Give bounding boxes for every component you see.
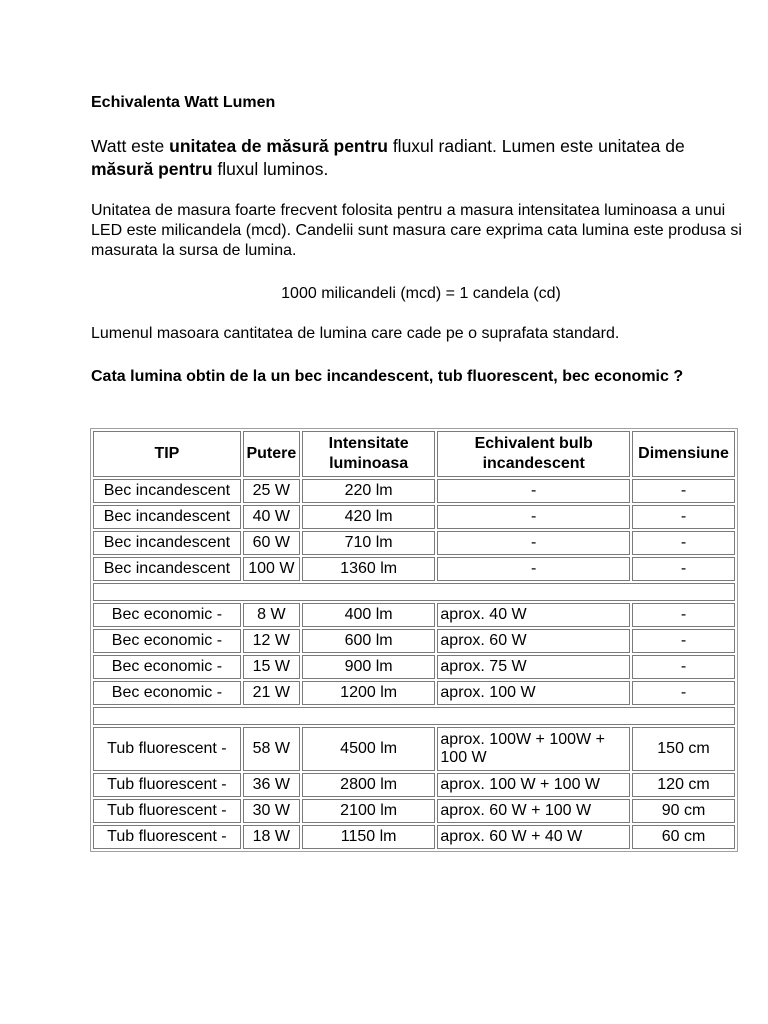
table-row [93,629,735,653]
cell-echivalent: aprox. 60 W [437,629,630,653]
separator-cell [93,707,735,725]
cell-echivalent: - [437,531,630,555]
table-row [93,681,735,705]
cell-dimensiune: - [632,557,735,581]
cell-intensitate: 2100 lm [302,799,436,823]
cell-tip: Tub fluorescent - [93,773,241,797]
cell-dimensiune: - [632,603,735,627]
intro-text-3: fluxul luminos. [212,159,329,179]
table-row [93,825,735,849]
cell-echivalent: aprox. 60 W + 100 W [437,799,630,823]
cell-tip: Bec economic - [93,629,241,653]
cell-tip: Bec incandescent [93,557,241,581]
cell-intensitate: 1360 lm [302,557,436,581]
cell-intensitate: 420 lm [302,505,436,529]
intro-text-2: fluxul radiant. Lumen este unitatea de [387,136,685,156]
cell-intensitate: 220 lm [302,479,436,503]
cell-echivalent: aprox. 75 W [437,655,630,679]
cell-dimensiune: - [632,629,735,653]
cell-intensitate: 2800 lm [302,773,436,797]
table-row [93,655,735,679]
cell-dimensiune: - [632,655,735,679]
table-row [93,531,735,555]
cell-tip: Bec incandescent [93,531,241,555]
cell-tip: Bec economic - [93,681,241,705]
cell-dimensiune: - [632,479,735,503]
cell-echivalent: aprox. 100 W + 100 W [437,773,630,797]
lumen-paragraph: Lumenul masoara cantitatea de lumina care cade pe o suprafata standard. [91,325,620,342]
intro-bold-2: măsură pentru [91,159,213,179]
cell-dimensiune: 120 cm [632,773,735,797]
cell-intensitate: 900 lm [302,655,436,679]
cell-dimensiune: - [632,505,735,529]
intro-paragraph [91,135,741,181]
cell-intensitate: 4500 lm [302,727,436,771]
cell-putere: 100 W [243,557,300,581]
cell-echivalent: aprox. 100 W [437,681,630,705]
cell-dimensiune: - [632,531,735,555]
cell-putere: 36 W [243,773,300,797]
cell-putere: 15 W [243,655,300,679]
cell-echivalent: aprox. 100W + 100W + 100 W [437,727,630,771]
table-row [93,479,735,503]
header-echivalent: Echivalent bulb incandescent [437,431,630,477]
cell-intensitate: 1150 lm [302,825,436,849]
cell-dimensiune: 90 cm [632,799,735,823]
cell-putere: 18 W [243,825,300,849]
cell-tip: Tub fluorescent - [93,727,241,771]
separator-row [93,583,735,601]
header-tip: TIP [93,431,241,477]
cell-putere: 21 W [243,681,300,705]
cell-putere: 12 W [243,629,300,653]
header-intensitate: Intensitate luminoasa [302,431,436,477]
separator-cell [93,583,735,601]
intro-bold-1: unitatea de măsură pentru [169,136,388,156]
cell-echivalent: - [437,505,630,529]
cell-dimensiune: 60 cm [632,825,735,849]
cell-intensitate: 710 lm [302,531,436,555]
cell-tip: Tub fluorescent - [93,799,241,823]
cell-dimensiune: 150 cm [632,727,735,771]
cell-intensitate: 400 lm [302,603,436,627]
table-row [93,727,735,771]
cell-putere: 60 W [243,531,300,555]
cell-echivalent: aprox. 40 W [437,603,630,627]
cell-tip: Bec economic - [93,603,241,627]
cell-putere: 58 W [243,727,300,771]
cell-echivalent: - [437,479,630,503]
cell-tip: Bec incandescent [93,479,241,503]
header-dimensiune: Dimensiune [632,431,735,477]
table-row [93,773,735,797]
table-row [93,603,735,627]
table-row [93,557,735,581]
cell-dimensiune: - [632,681,735,705]
cell-echivalent: - [437,557,630,581]
question-heading: Cata lumina obtin de la un bec incandescent, tub fluorescent, bec economic ? [91,368,684,385]
table-header-row [93,431,735,477]
cell-intensitate: 1200 lm [302,681,436,705]
table-row [93,799,735,823]
cell-intensitate: 600 lm [302,629,436,653]
cell-tip: Bec incandescent [93,505,241,529]
cell-tip: Bec economic - [93,655,241,679]
definition-paragraph: Unitatea de masura foarte frecvent folosita pentru a masura intensitatea luminoasa a unui LED este milicandela (mcd). Candelii sunt masura care exprima cata lumina este produsa si masurata la sursa de lumina. [91,202,742,259]
cell-putere: 25 W [243,479,300,503]
equation-line: 1000 milicandeli (mcd) = 1 candela (cd) [281,285,561,302]
document-title: Echivalenta Watt Lumen [91,94,276,111]
cell-putere: 30 W [243,799,300,823]
cell-tip: Tub fluorescent - [93,825,241,849]
separator-row [93,707,735,725]
cell-echivalent: aprox. 60 W + 40 W [437,825,630,849]
equivalence-table [90,428,738,852]
table-row [93,505,735,529]
header-putere: Putere [243,431,300,477]
intro-text-1: Watt este [91,136,170,156]
cell-putere: 40 W [243,505,300,529]
cell-putere: 8 W [243,603,300,627]
